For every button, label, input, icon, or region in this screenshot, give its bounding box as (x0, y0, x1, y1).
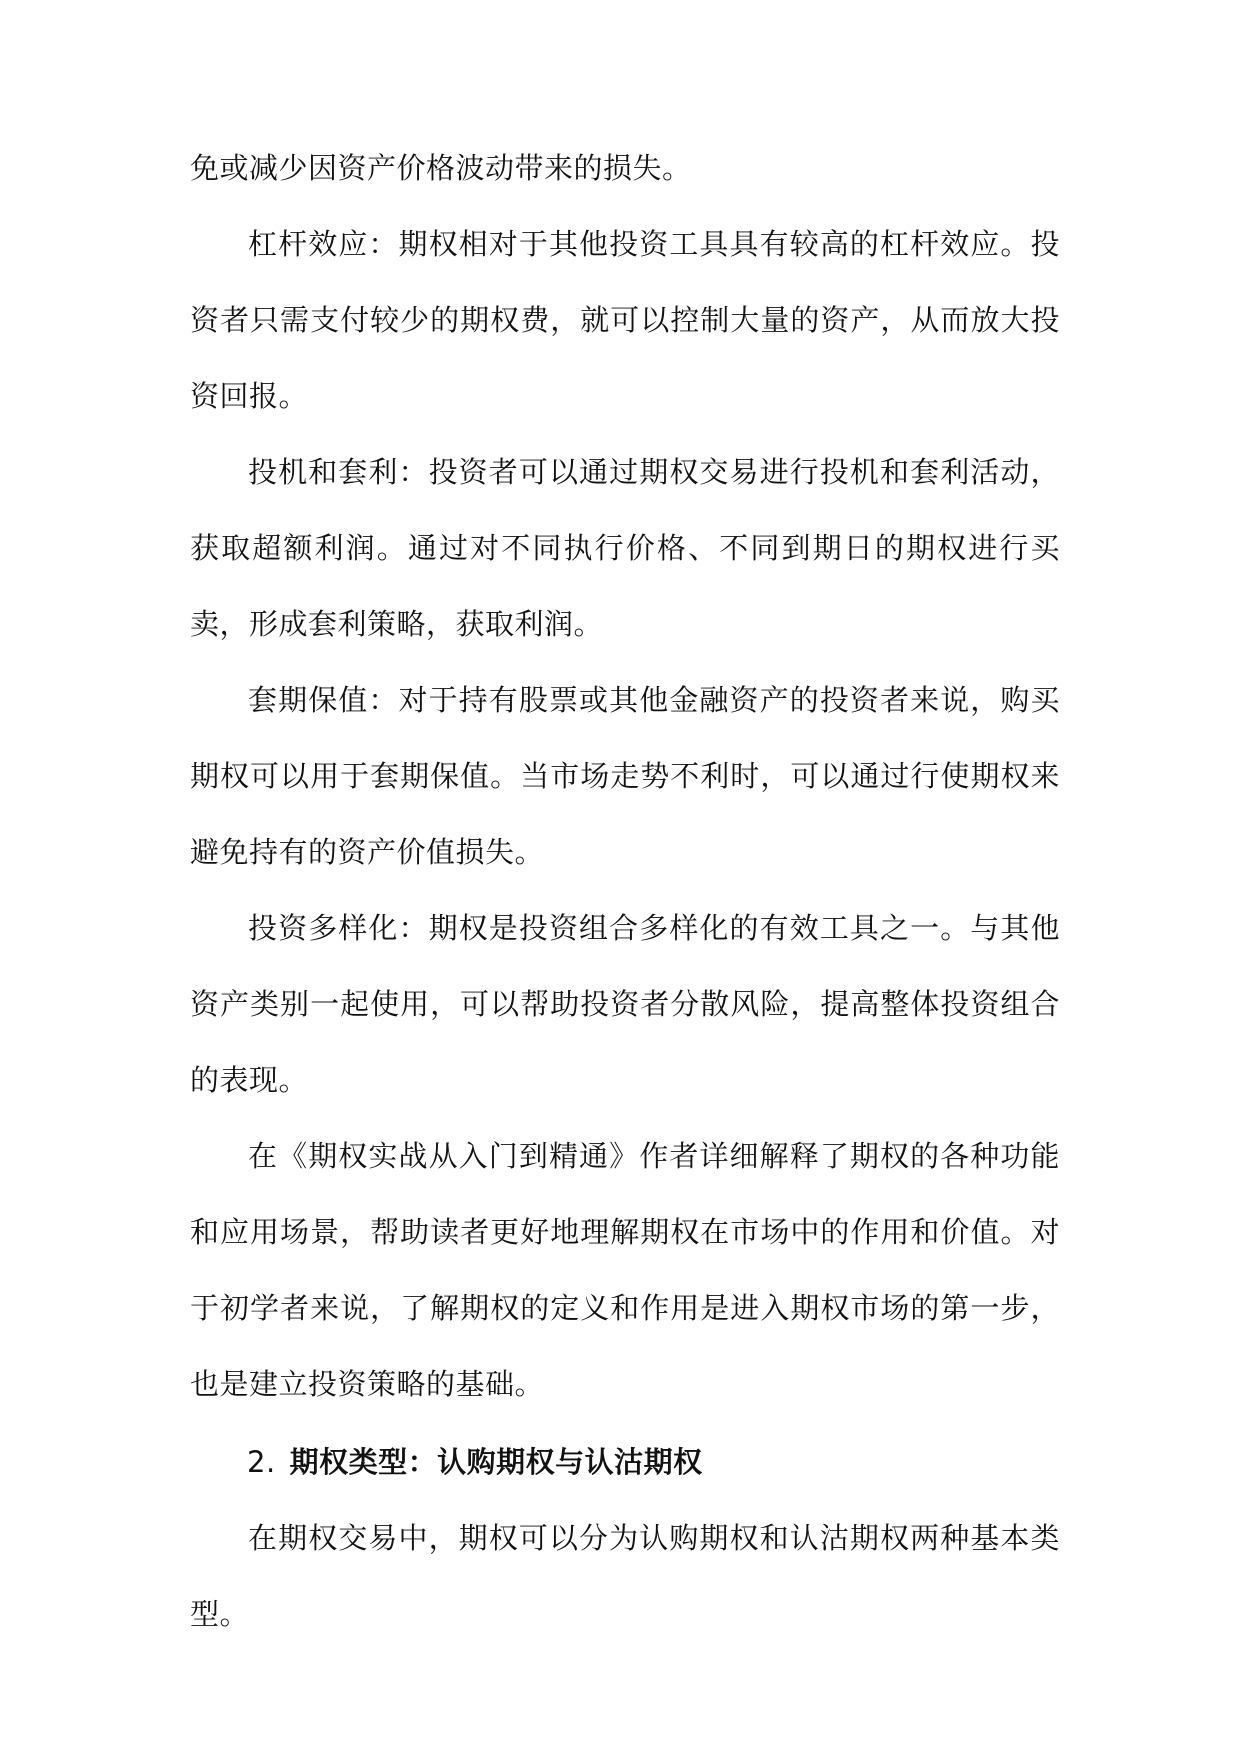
paragraph-diversification: 投资多样化：期权是投资组合多样化的有效工具之一。与其他资产类别一起使用，可以帮助投资者分散风险，提高整体投资组合的表现。 (190, 911, 1060, 1097)
section-heading (247, 1424, 1067, 1500)
section-title: 期权类型：认购期权与认沽期权 (289, 1445, 703, 1479)
paragraph-book-summary: 在《期权实战从入门到精通》作者详细解释了期权的各种功能和应用场景，帮助读者更好地理解期权在市场中的作用和价值。对于初学者来说，了解期权的定义和作用是进入期权市场的第一步，也是建立投资策略的基础。 (190, 1139, 1060, 1401)
paragraph-continuation: 免或减少因资产价格波动带来的损失。 (190, 151, 692, 185)
paragraph-leverage-effect: 杠杆效应：期权相对于其他投资工具具有较高的杠杆效应。投资者只需支付较少的期权费，就可以控制大量的资产，从而放大投资回报。 (190, 227, 1060, 413)
paragraph-option-types-intro: 在期权交易中，期权可以分为认购期权和认沽期权两种基本类型。 (190, 1521, 1060, 1631)
paragraph-speculation-arbitrage: 投机和套利：投资者可以通过期权交易进行投机和套利活动，获取超额利润。通过对不同执行价格、不同到期日的期权进行买卖，形成套利策略，获取利润。 (190, 455, 1060, 641)
section-number: 2. (247, 1445, 276, 1479)
paragraph-hedging: 套期保值：对于持有股票或其他金融资产的投资者来说，购买期权可以用于套期保值。当市场走势不利时，可以通过行使期权来避免持有的资产价值损失。 (190, 683, 1060, 869)
